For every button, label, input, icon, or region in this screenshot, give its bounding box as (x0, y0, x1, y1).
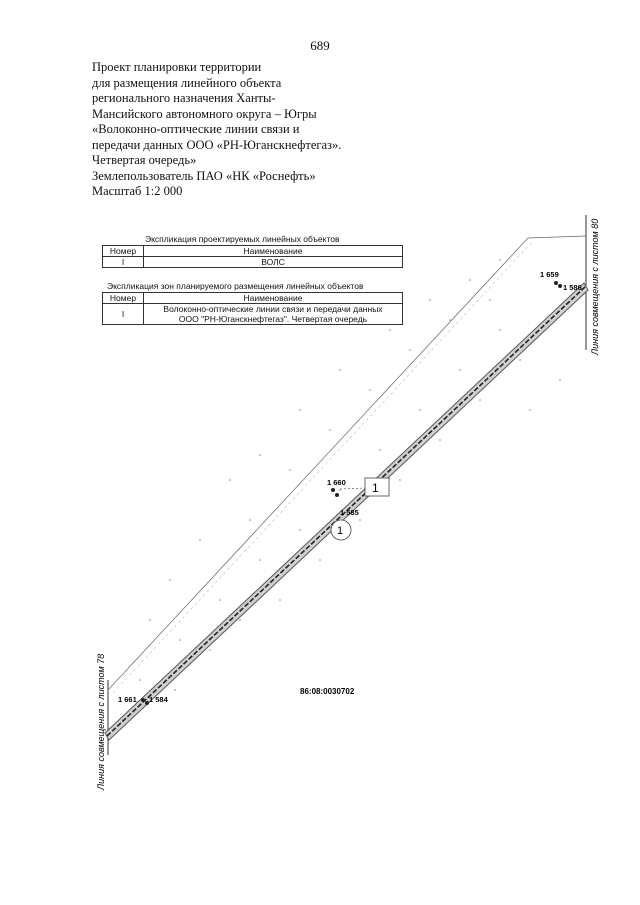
match-line-right-label: Линия совмещения с листом 80 (590, 218, 600, 355)
parcel-boundary (528, 236, 586, 238)
point-1659 (554, 281, 558, 285)
point-1585 (335, 493, 339, 497)
table2-caption: Экспликация зон планируемого размещения линейных объектов (107, 281, 364, 291)
table2-cell-number: I (103, 304, 144, 325)
table2-header-number: Номер (103, 293, 144, 304)
table1-cell-number: I (103, 257, 144, 268)
page-number: 689 (310, 38, 330, 53)
point-label-1660: 1 660 (327, 478, 346, 487)
header-line: Проект планировки территории (92, 60, 262, 74)
point-label-1585: 1 585 (340, 508, 359, 517)
cadastral-number: 86:08:0030702 (300, 687, 355, 696)
point-1661 (141, 698, 145, 702)
point-label-1584: 1 584 (149, 695, 168, 704)
header-line: «Волоконно-оптические линии связи и (92, 122, 300, 136)
point-1586 (558, 284, 562, 288)
header-line: передачи данных ООО «РН-Юганскнефтегаз». (92, 137, 342, 152)
table2 (102, 292, 403, 325)
table1-cell-name: ВОЛС (144, 257, 403, 268)
header-line: Землепользователь ПАО «НК «Роснефть» (92, 168, 316, 183)
table2-cell-name-line2: ООО "РН-Юганскнефтегаз". Четвертая очередь (178, 314, 368, 324)
point-1660 (331, 488, 335, 492)
header-line: для размещения линейного объекта (92, 75, 282, 90)
object-marker-label: 1 (337, 525, 344, 537)
point-label-1659: 1 659 (540, 270, 559, 279)
header-line: Четвертая очередь» (92, 153, 197, 167)
zone-marker-leader (340, 488, 365, 489)
header-line: Мансийского автономного округа – Югры (92, 106, 317, 121)
point-label-1586: 1 586 (563, 283, 582, 292)
header-line: Масштаб 1:2 000 (92, 184, 183, 198)
point-label-1661: 1 661 (118, 695, 137, 704)
match-line-left-label: Линия совмещения с листом 78 (96, 653, 106, 790)
table1-header-name: Наименование (144, 246, 403, 257)
table1-header-number: Номер (103, 246, 144, 257)
table1 (102, 245, 403, 268)
table2-cell-name-line1: Волоконно-оптические линии связи и передачи данных (163, 304, 383, 314)
table2-cell-name (144, 304, 403, 325)
table1-caption: Экспликация проектируемых линейных объектов (145, 234, 340, 244)
zone-marker-label: 1 (372, 481, 379, 495)
table2-header-name: Наименование (144, 293, 403, 304)
header-line: регионального назначения Ханты- (92, 91, 276, 105)
